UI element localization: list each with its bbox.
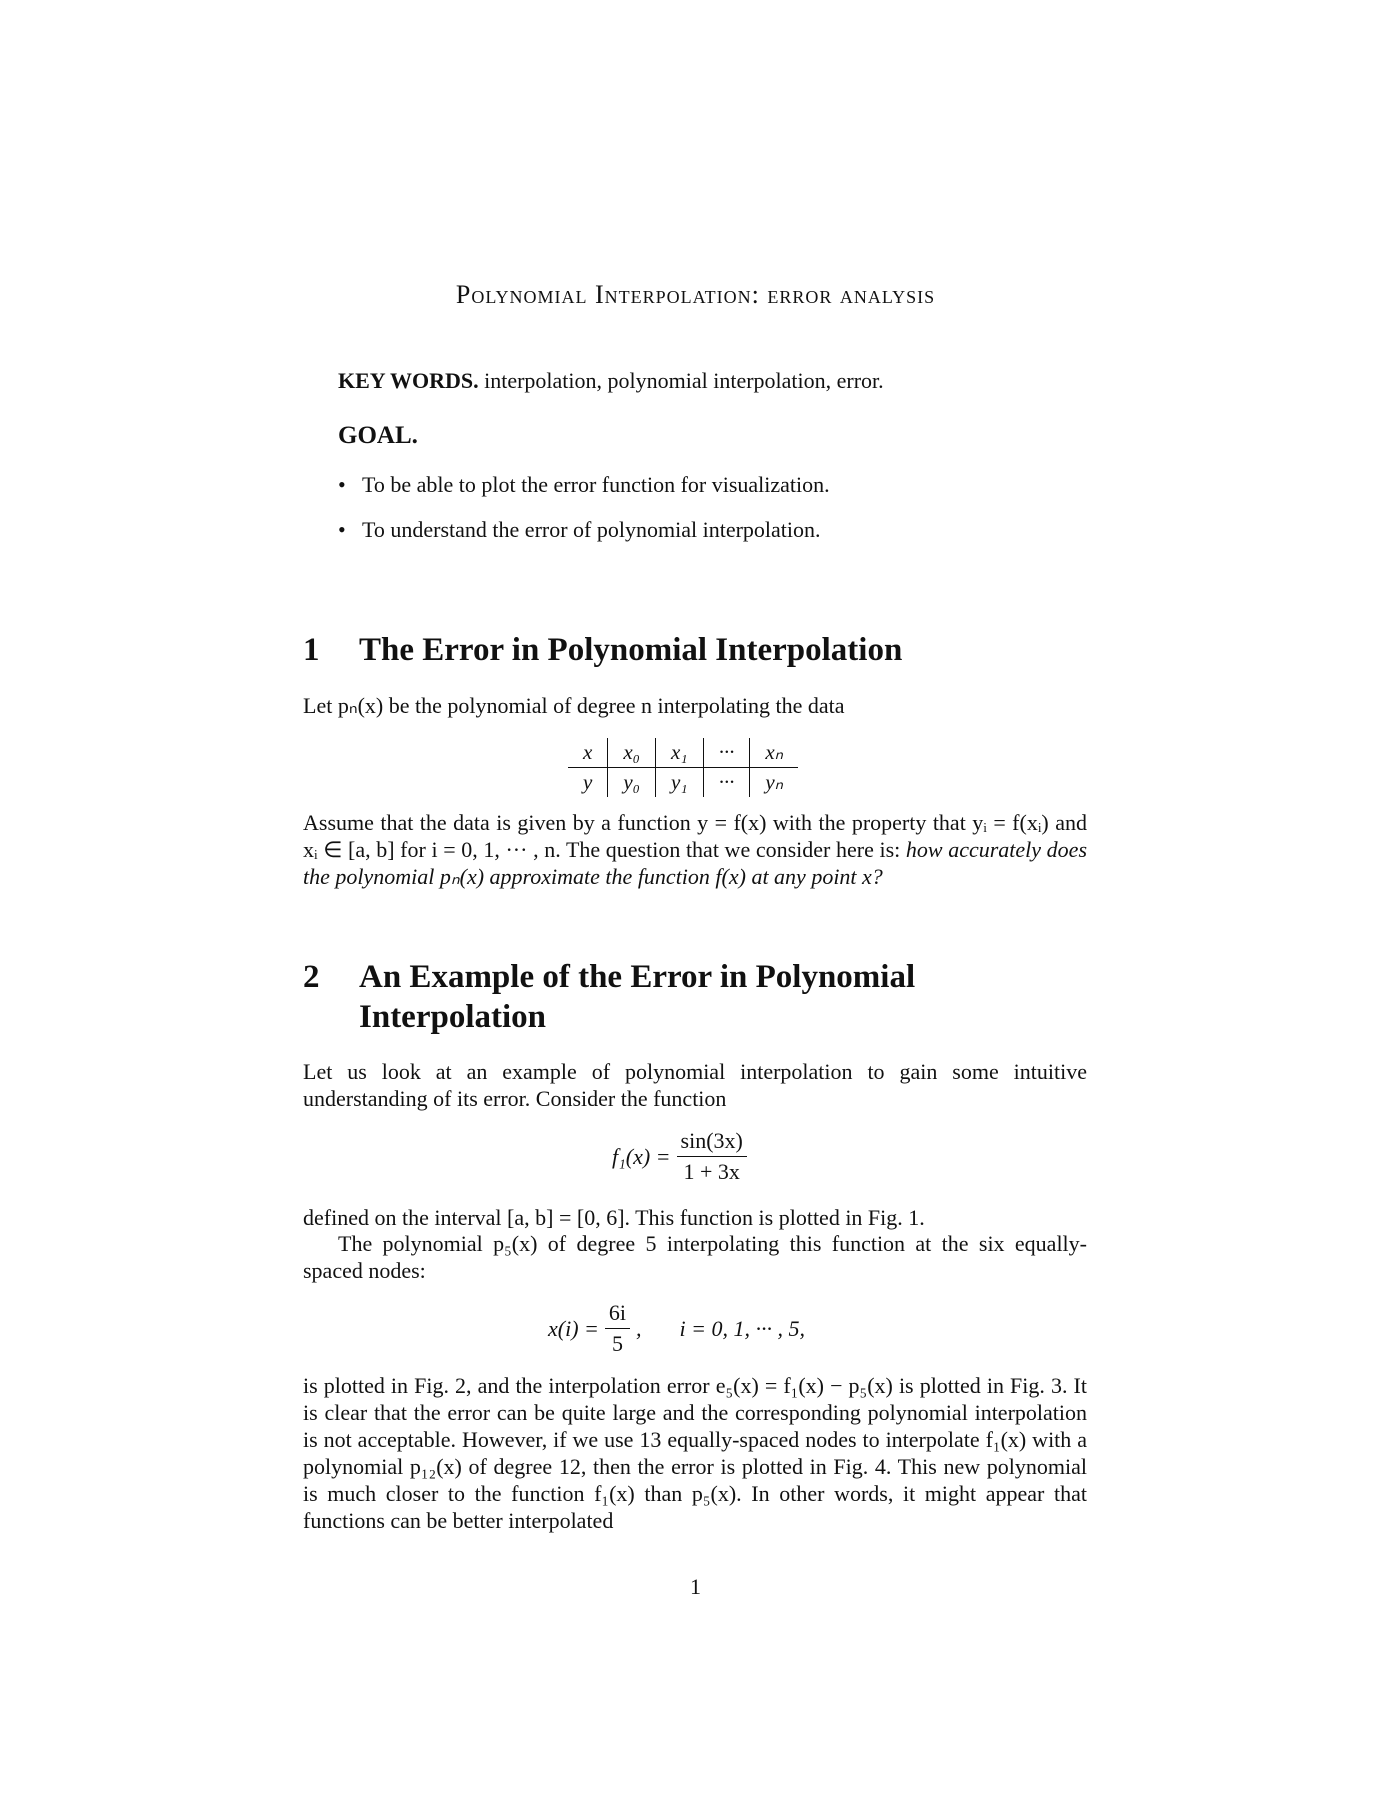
- equation-condition: i = 0, 1, ··· , 5,: [679, 1315, 805, 1341]
- section-1-intro: Let pₙ(x) be the polynomial of degree n interpolating the data: [303, 693, 845, 718]
- section-1-paragraph: [303, 809, 1087, 890]
- keywords-line: [338, 368, 884, 394]
- table-row: [568, 768, 798, 798]
- table-cell: y: [583, 770, 593, 794]
- table-cell: x: [568, 738, 608, 768]
- fraction: [677, 1128, 747, 1185]
- section-1-heading: [303, 632, 902, 669]
- equation-lhs: f₁(x) =: [612, 1143, 671, 1169]
- section-number: 1: [303, 632, 320, 668]
- equation-lhs: x(i) =: [548, 1315, 599, 1341]
- goal-heading: GOAL.: [338, 422, 418, 449]
- goal-item: • To be able to plot the error function for visualization.: [338, 472, 830, 498]
- table-cell: x₀: [608, 738, 656, 768]
- fraction-numerator: 6i: [605, 1300, 630, 1329]
- table-cell: xₙ: [750, 738, 798, 768]
- equation-f1: [612, 1128, 753, 1185]
- keywords-text: interpolation, polynomial interpolation, error.: [484, 368, 884, 393]
- section-2-paragraph: The polynomial p₅(x) of degree 5 interpolating this function at the six equally-spaced nodes:: [303, 1231, 1087, 1283]
- page-title: Polynomial Interpolation: error analysis: [455, 280, 936, 309]
- goal-item: • To understand the error of polynomial interpolation.: [338, 517, 830, 543]
- section-2-paragraph: Let us look at an example of polynomial interpolation to gain some intuitive understanding of its error. Consider the function: [303, 1059, 1087, 1111]
- fraction: [605, 1300, 630, 1357]
- section-title: An Example of the Error in Polynomial Interpolation: [359, 959, 916, 1035]
- fraction-denominator: 1 + 3x: [683, 1159, 740, 1184]
- section-number: 2: [303, 959, 320, 995]
- section-2-heading: [303, 957, 1093, 1037]
- section-2-paragraph: defined on the interval [a, b] = [0, 6]. This function is plotted in Fig. 1.: [303, 1205, 925, 1230]
- page-number: 1: [690, 1574, 701, 1599]
- question-text: how accurately does the polynomial pₙ(x) approximate the function f(x) at any point x?: [303, 837, 1088, 889]
- table-cell: y₁: [655, 768, 703, 798]
- table-cell: x₁: [655, 738, 703, 768]
- table-cell: y₀: [608, 768, 656, 798]
- equation-comma: ,: [636, 1315, 642, 1341]
- paragraph-text: Assume that the data is given by a function y = f(x) with the property that yᵢ = f(xᵢ) and xᵢ ∈ [a, b] for i = 0, 1, ··· , n. The question that we consider here is:: [303, 810, 1087, 862]
- table-row: [568, 738, 798, 768]
- fraction-denominator: 5: [611, 1331, 623, 1356]
- section-2-paragraph: is plotted in Fig. 2, and the interpolation error e₅(x) = f₁(x) − p₅(x) is plotted in Fig. 3. It is clear that the error can be quite large and the corresponding polynomial interpolation is not acceptable. However, if we use 13 equally-spaced nodes to interpolate f₁(x) with a polynomial p₁₂(x) of degree 12, then the error is plotted in Fig. 4. This new polynomial is much closer to the function f₁(x) than p₅(x). In other words, it might appear that functions can be better interpolated: [303, 1373, 1087, 1533]
- section-title: The Error in Polynomial Interpolation: [359, 632, 903, 668]
- table-cell: ···: [703, 768, 750, 798]
- equation-nodes: [548, 1300, 805, 1357]
- table-cell: yₙ: [750, 768, 798, 798]
- keywords-label: KEY WORDS.: [338, 368, 479, 393]
- goal-list: [338, 472, 830, 562]
- fraction-numerator: sin(3x): [677, 1128, 747, 1157]
- interpolation-data-table: [568, 738, 798, 797]
- table-cell: ···: [703, 738, 750, 768]
